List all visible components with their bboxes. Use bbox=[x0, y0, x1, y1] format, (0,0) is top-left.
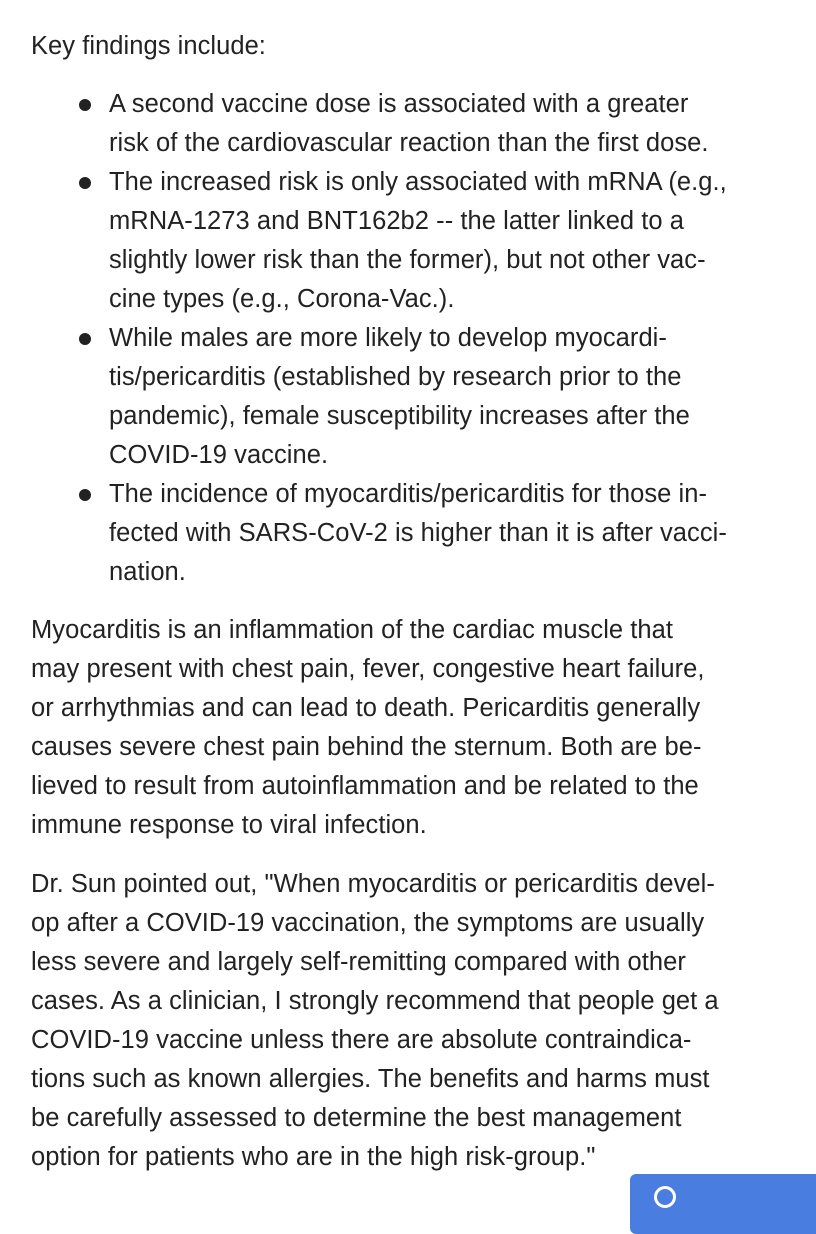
list-item bbox=[31, 475, 791, 592]
paragraph-line: less severe and largely self-remitting compared with other bbox=[31, 948, 686, 976]
paragraph-myocarditis bbox=[31, 611, 791, 845]
paragraph-line: cases. As a clinician, I strongly recommend that people get a bbox=[31, 987, 719, 1015]
list-item-line: While males are more likely to develop myocardi- bbox=[109, 324, 667, 352]
list-item bbox=[31, 163, 791, 319]
list-item-line: nation. bbox=[109, 558, 186, 586]
paragraph-line: Myocarditis is an inflammation of the cardiac muscle that bbox=[31, 616, 674, 644]
list-item-line: A second vaccine dose is associated with a greater bbox=[109, 90, 689, 118]
list-item-line: mRNA-1273 and BNT162b2 -- the latter linked to a bbox=[109, 207, 685, 235]
paragraph-line: immune response to viral infection. bbox=[31, 811, 427, 839]
intro-text: Key findings include: bbox=[31, 32, 266, 60]
list-item-line: The increased risk is only associated with mRNA (e.g., bbox=[109, 168, 727, 196]
list-item-line: tis/pericarditis (established by research prior to the bbox=[109, 363, 682, 391]
paragraph-line: causes severe chest pain behind the sternum. Both are be- bbox=[31, 733, 702, 761]
paragraph-line: or arrhythmias and can lead to death. Pericarditis generally bbox=[31, 694, 701, 722]
paragraph-line: option for patients who are in the high risk-group." bbox=[31, 1143, 596, 1171]
list-item bbox=[31, 319, 791, 475]
bullet-icon bbox=[79, 177, 91, 189]
bullet-icon bbox=[79, 99, 91, 111]
bullet-icon bbox=[79, 489, 91, 501]
bullet-icon bbox=[79, 333, 91, 345]
floating-action-button[interactable] bbox=[630, 1174, 816, 1234]
paragraph-line: may present with chest pain, fever, congestive heart failure, bbox=[31, 655, 705, 683]
gear-icon bbox=[654, 1186, 676, 1208]
list-item-line: fected with SARS-CoV-2 is higher than it is after vacci- bbox=[109, 519, 727, 547]
paragraph-line: Dr. Sun pointed out, "When myocarditis or pericarditis devel- bbox=[31, 870, 715, 898]
paragraph-line: op after a COVID-19 vaccination, the symptoms are usually bbox=[31, 909, 705, 937]
key-findings-list bbox=[31, 85, 791, 592]
list-item bbox=[31, 85, 791, 163]
paragraph-quote bbox=[31, 865, 791, 1177]
article-body bbox=[31, 27, 791, 1177]
paragraph-line: tions such as known allergies. The benefits and harms must bbox=[31, 1065, 710, 1093]
paragraph-line: lieved to result from autoinflammation and be related to the bbox=[31, 772, 699, 800]
list-item-line: pandemic), female susceptibility increases after the bbox=[109, 402, 690, 430]
paragraph-line: be carefully assessed to determine the best management bbox=[31, 1104, 682, 1132]
paragraph-line: COVID-19 vaccine unless there are absolute contraindica- bbox=[31, 1026, 692, 1054]
list-item-line: COVID-19 vaccine. bbox=[109, 441, 329, 469]
list-item-line: The incidence of myocarditis/pericarditis for those in- bbox=[109, 480, 708, 508]
list-item-line: cine types (e.g., Corona-Vac.). bbox=[109, 285, 455, 313]
list-item-line: slightly lower risk than the former), but not other vac- bbox=[109, 246, 706, 274]
list-item-line: risk of the cardiovascular reaction than the first dose. bbox=[109, 129, 709, 157]
